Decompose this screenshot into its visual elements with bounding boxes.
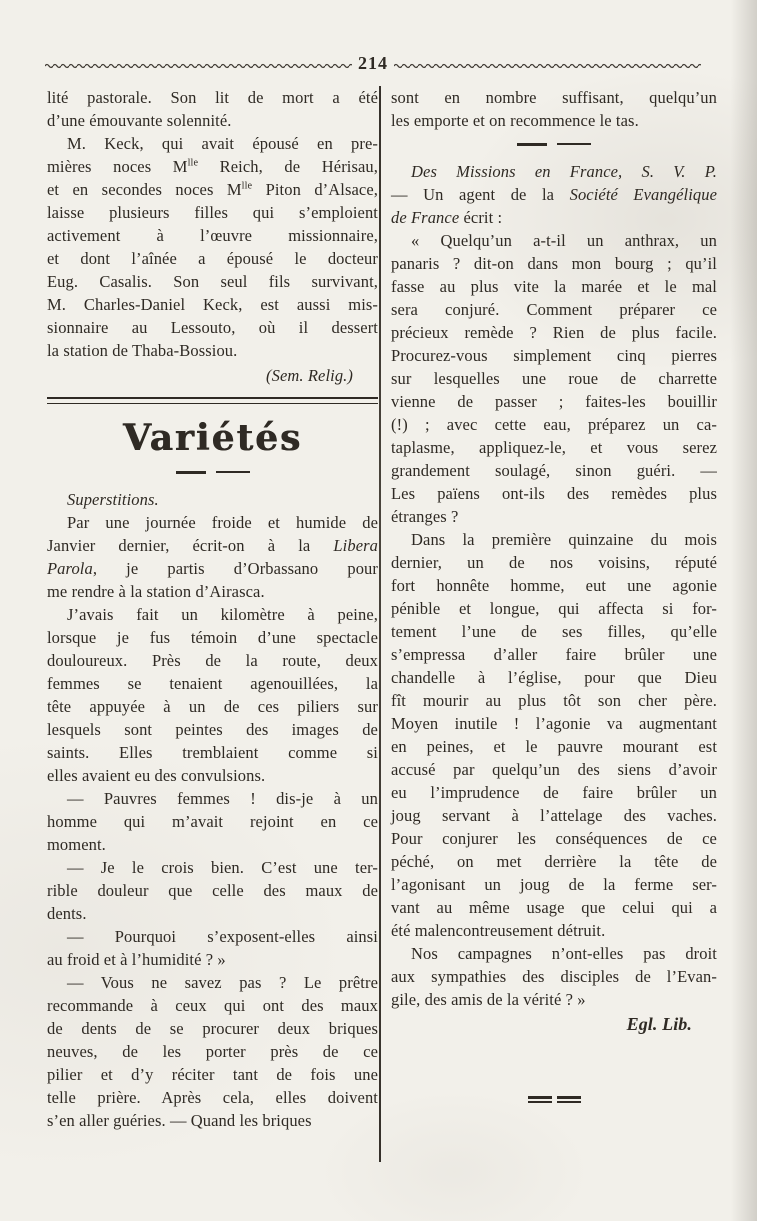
text-line: s’en aller guéries. — Quand les briques bbox=[47, 1111, 312, 1130]
paragraph bbox=[391, 528, 717, 942]
dash-icon bbox=[216, 471, 250, 473]
wavy-rule-left-icon bbox=[45, 62, 352, 70]
text-line: J’avais fait un kilomètre à peine, bbox=[67, 605, 378, 624]
double-rule-separator bbox=[47, 397, 378, 404]
text-line: tement l’une de ses filles, qu’elle bbox=[391, 622, 717, 641]
text-line: précieux remède ? Rien de plus facile. bbox=[391, 323, 717, 342]
text-line: — Vous ne savez pas ? Le prêtre bbox=[67, 973, 378, 992]
text-line: Nos campagnes n’ont-elles pas droit bbox=[411, 944, 717, 963]
text-line: aux sympathies des disciples de l’Evan- bbox=[391, 967, 717, 986]
dash-icon bbox=[176, 471, 206, 474]
text-line: fort honnête homme, eut une agonie bbox=[391, 576, 717, 595]
text-line: laisse plusieurs filles qui s’emploient bbox=[47, 203, 378, 222]
text-line: moment. bbox=[47, 835, 106, 854]
paragraph bbox=[47, 787, 378, 856]
text-line: M. Keck, qui avait épousé en pre- bbox=[67, 134, 378, 153]
text-line: de France écrit : bbox=[391, 208, 503, 227]
text-line: homme qui m’avait rejoint en ce bbox=[47, 812, 378, 831]
text-line: — Je le crois bien. C’est une ter- bbox=[67, 858, 378, 877]
paragraph bbox=[391, 942, 717, 1011]
text-line: saints. Elles tremblaient comme si bbox=[47, 743, 378, 762]
text-line: femmes se tenaient agenouillées, la bbox=[47, 674, 378, 693]
text-line: sont en nombre suffisant, quelqu’un bbox=[391, 88, 717, 107]
text-line: recommande à ceux qui ont des maux bbox=[47, 996, 378, 1015]
text-line: M. Charles-Daniel Keck, est aussi mis- bbox=[47, 295, 378, 314]
text-line: en peines, et le pauvre mourant est bbox=[391, 737, 717, 756]
text-line: accusé par quelqu’un des siens d’avoir bbox=[391, 760, 717, 779]
text-line: fasse au plus vite la marée et le mal bbox=[391, 277, 717, 296]
text-line: grandement soulagé, sinon guéri. — bbox=[391, 461, 717, 480]
dash-separator bbox=[391, 142, 717, 146]
text-line: activement à l’œuvre missionnaire, bbox=[47, 226, 378, 245]
text-line: Dans la première quinzaine du mois bbox=[411, 530, 717, 549]
paragraph bbox=[47, 86, 378, 132]
source-attribution: (Sem. Relig.) bbox=[266, 366, 353, 385]
text-line: (!) ; avec cette eau, préparez un ca- bbox=[391, 415, 717, 434]
text-line: au froid et à l’humidité ? » bbox=[47, 950, 226, 969]
text-line: chandelle à l’église, pour que Dieu bbox=[391, 668, 717, 687]
text-line: d’une émouvante solennité. bbox=[47, 111, 232, 130]
paragraph bbox=[391, 160, 717, 229]
text-line: elles avaient eu des convulsions. bbox=[47, 766, 266, 785]
text-line: Parola, je partis d’Orbassano pour bbox=[47, 559, 378, 578]
double-bar-icon bbox=[557, 1096, 581, 1103]
text-line: rible douleur que celle des maux de bbox=[47, 881, 378, 900]
paragraph bbox=[47, 856, 378, 925]
text-line: et dont l’aînée a épousé le docteur bbox=[47, 249, 378, 268]
text-line: sera conjuré. Comment préparer ce bbox=[391, 300, 717, 319]
text-line: fît mourir au plus tôt son cher père. bbox=[391, 691, 717, 710]
text-line: douloureux. Près de la route, deux bbox=[47, 651, 378, 670]
text-line: tête appuyée à un de ces piliers sur bbox=[47, 697, 378, 716]
text-line: — Un agent de la Société Evangélique bbox=[391, 185, 718, 204]
text-line: neuves, de les porter près de ce bbox=[47, 1042, 378, 1061]
text-line: été malencontreusement détruit. bbox=[391, 921, 606, 940]
text-line: lorsque je fus témoin d’une spectacle bbox=[47, 628, 378, 647]
left-column bbox=[47, 86, 378, 1132]
paragraph bbox=[47, 971, 378, 1132]
text-line: taplasme, appliquez-le, et vous serez bbox=[391, 438, 717, 457]
text-line: Procurez-vous simplement cinq pierres bbox=[391, 346, 717, 365]
dash-separator bbox=[47, 470, 378, 474]
text-line: la station de Thaba-Bossiou. bbox=[47, 341, 238, 360]
text-line: pénible et longue, qui affecta si for- bbox=[391, 599, 717, 618]
paragraph bbox=[47, 132, 378, 362]
text-line: gile, des amis de la vérité ? » bbox=[391, 990, 586, 1009]
text-line: étranges ? bbox=[391, 507, 459, 526]
text-line: de dents de se procurer deux briques bbox=[47, 1019, 378, 1038]
text-line: panaris ? dit-on dans mon bourg ; qu’il bbox=[391, 254, 717, 273]
right-column bbox=[391, 86, 717, 1103]
dash-icon bbox=[557, 143, 591, 145]
column-divider bbox=[379, 86, 381, 1162]
text-line: dernier, un de nos voisins, réputé bbox=[391, 553, 717, 572]
text-line: l’agonisant un joug de la ferme ser- bbox=[391, 875, 717, 894]
double-bar-icon bbox=[528, 1096, 552, 1103]
text-line: péché, on met derrière la tête de bbox=[391, 852, 717, 871]
text-line: et en secondes noces $M^{lle}$ Piton d’Alsace, bbox=[47, 180, 378, 199]
text-line: me rendre à la station d’Airasca. bbox=[47, 582, 265, 601]
text-line: Par une journée froide et humide de bbox=[67, 513, 378, 532]
wavy-rule-right-icon bbox=[394, 62, 701, 70]
text-line: vant au même usage que celui qui a bbox=[391, 898, 717, 917]
text-line: lesquels sont peintes des images de bbox=[47, 720, 378, 739]
text-line: dents. bbox=[47, 904, 87, 923]
paragraph bbox=[47, 511, 378, 603]
paragraph bbox=[47, 603, 378, 787]
page-number: 214 bbox=[358, 52, 388, 73]
text-line: lité pastorale. Son lit de mort a été bbox=[47, 88, 378, 107]
text-line: s’empressa d’aller faire brûler une bbox=[391, 645, 717, 664]
text-line: sur lesquelles une roue de charrette bbox=[391, 369, 717, 388]
text-line: joug servant à l’attelage des vaches. bbox=[391, 806, 717, 825]
text-line: — Pourquoi s’exposent-elles ainsi bbox=[67, 927, 378, 946]
text-line: les emporte et on recommence le tas. bbox=[391, 111, 639, 130]
text-line: — Pauvres femmes ! dis-je à un bbox=[67, 789, 378, 808]
paragraph bbox=[47, 925, 378, 971]
text-line: mières noces $M^{lle}$ Reich, de Hérisau, bbox=[47, 157, 378, 176]
text-line: pilier et d’y réciter tant de fois une bbox=[47, 1065, 378, 1084]
text-line: vienne de passer ; faites-les bouillir bbox=[391, 392, 717, 411]
text-line: telle prière. Après cela, elles doivent bbox=[47, 1088, 378, 1107]
paragraph bbox=[391, 229, 717, 528]
dash-icon bbox=[517, 143, 547, 146]
subsection-title: Superstitions. bbox=[67, 490, 159, 509]
text-line: Eug. Casalis. Son seul fils survivant, bbox=[47, 272, 378, 291]
paragraph bbox=[391, 86, 717, 132]
text-line: Moyen inutile ! l’agonie va augmentant bbox=[391, 714, 717, 733]
end-separator bbox=[391, 1096, 717, 1103]
section-heading: Variétés bbox=[122, 417, 303, 459]
text-line: Janvier dernier, écrit-on à la Libera bbox=[47, 536, 378, 555]
text-line: « Quelqu’un a-t-il un anthrax, un bbox=[411, 231, 717, 250]
source-attribution: Egl. Lib. bbox=[626, 1014, 692, 1034]
text-line: Pour conjurer les conséquences de ce bbox=[391, 829, 717, 848]
text-line: sionnaire au Lessouto, où il dessert bbox=[47, 318, 378, 337]
text-line: eu l’imprudence de faire brûler un bbox=[391, 783, 717, 802]
text-line: Des Missions en France, S. V. P. bbox=[411, 162, 717, 181]
page-header bbox=[45, 54, 701, 78]
text-line: Les païens ont-ils des remèdes plus bbox=[391, 484, 717, 503]
